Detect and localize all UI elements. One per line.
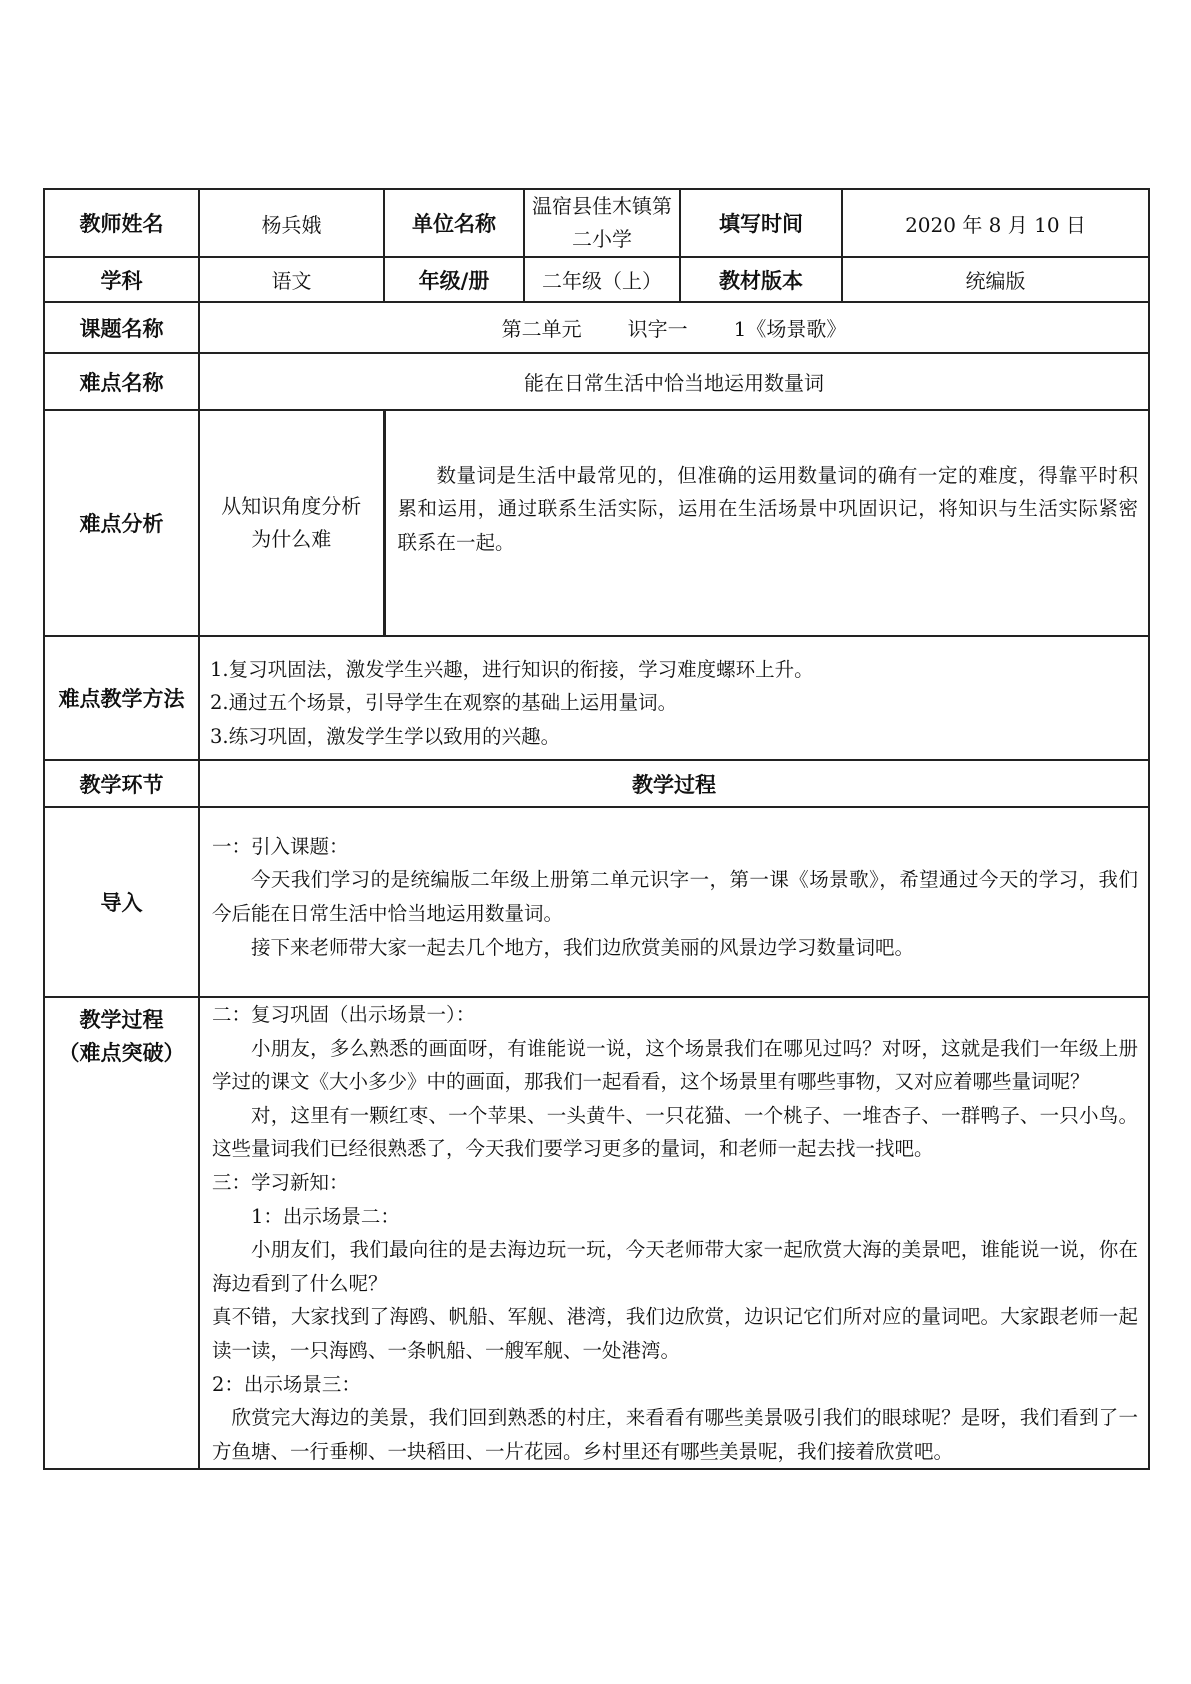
process-paragraph: 小朋友，多么熟悉的画面呀，有谁能说一说，这个场景我们在哪见过吗？对呀，这就是我们一年级上册学过的课文《大小多少》中的画面，那我们一起看看，这个场景里有哪些事物，又对应着哪些量词呢？ [212, 1036, 1138, 1094]
methods-label: 难点教学方法 [44, 636, 199, 760]
unit-name-value: 温宿县佳木镇第二小学 [524, 189, 680, 257]
process-paragraph: 二：复习巩固（出示场景一）： [212, 1003, 476, 1026]
subject-label: 学科 [44, 257, 199, 302]
fill-date-label: 填写时间 [680, 189, 842, 257]
intro-cell [199, 807, 1149, 997]
edition-label: 教材版本 [680, 257, 842, 302]
topic-title: 1《场景歌》 [733, 317, 847, 341]
intro-line: 一：引入课题： [212, 834, 349, 858]
process-paragraph: 1：出示场景二： [251, 1204, 400, 1228]
methods-row [44, 636, 1149, 760]
process-label [44, 997, 199, 1469]
process-paragraph: 欣赏完大海边的美景，我们回到熟悉的村庄，来看看有哪些美景吸引我们的眼球呢？是呀，我们看到了一方鱼塘、一行垂柳、一块稻田、一片花园。乡村里还有哪些美景呢，我们接着欣赏吧。 [212, 1406, 1138, 1463]
analysis-row [44, 410, 1149, 636]
method-item: 1.复习巩固法，激发学生兴趣，进行知识的衔接，学习难度螺环上升。 [210, 657, 814, 681]
process-paragraph: 对，这里有一颗红枣、一个苹果、一头黄牛、一只花猫、一个桃子、一堆杏子、一群鸭子、一只小鸟。这些量词我们已经很熟悉了，今天我们要学习更多的量词，和老师一起去找一找吧。 [212, 1103, 1138, 1161]
teaching-process-header: 教学过程 [199, 760, 1149, 807]
process-paragraph: 2：出示场景三： [212, 1372, 361, 1396]
intro-row [44, 807, 1149, 997]
intro-line: 今天我们学习的是统编版二年级上册第二单元识字一，第一课《场景歌》，希望通过今天的学习，我们今后能在日常生活中恰当地运用数量词。 [212, 868, 1138, 925]
method-item: 2.通过五个场景，引导学生在观察的基础上运用量词。 [210, 691, 678, 715]
process-paragraph: 小朋友们，我们最向往的是去海边玩一玩，今天老师带大家一起欣赏大海的美景吧，谁能说一说，你在海边看到了什么呢？ [212, 1238, 1138, 1295]
teaching-stage-header: 教学环节 [44, 760, 199, 807]
analysis-sublabel: 从知识角度分析为什么难 [199, 410, 384, 636]
intro-label: 导入 [44, 807, 199, 997]
header-row-2 [44, 257, 1149, 302]
process-cell [199, 997, 1149, 1469]
topic-value [199, 302, 1149, 353]
fill-date-value: 2020 年 8 月 10 日 [842, 189, 1149, 257]
methods-cell [199, 636, 1149, 760]
topic-unit: 第二单元 [501, 317, 582, 341]
grade-label: 年级/册 [384, 257, 524, 302]
header-row-1 [44, 189, 1149, 257]
lesson-plan-table [43, 188, 1150, 1470]
method-item: 3.练习巩固，激发学生学以致用的兴趣。 [210, 724, 561, 748]
section-header-row [44, 760, 1149, 807]
process-paragraph: 三：学习新知： [212, 1170, 349, 1194]
difficulty-value: 能在日常生活中恰当地运用数量词 [199, 353, 1149, 410]
process-row [44, 997, 1149, 1469]
analysis-label: 难点分析 [44, 410, 199, 636]
difficulty-row [44, 353, 1149, 410]
subject-value: 语文 [199, 257, 384, 302]
intro-line: 接下来老师带大家一起去几个地方，我们边欣赏美丽的风景边学习数量词吧。 [251, 935, 915, 959]
teacher-name-value: 杨兵娥 [199, 189, 384, 257]
process-label-line2: （难点突破） [58, 1041, 185, 1065]
grade-value: 二年级（上） [524, 257, 680, 302]
analysis-cell [384, 410, 1149, 636]
unit-name-label: 单位名称 [384, 189, 524, 257]
process-paragraph: 真不错，大家找到了海鸥、帆船、军舰、港湾，我们边欣赏，边识记它们所对应的量词吧。大家跟老师一起读一读，一只海鸥、一条帆船、一艘军舰、一处港湾。 [212, 1305, 1138, 1362]
difficulty-label: 难点名称 [44, 353, 199, 410]
process-label-line1: 教学过程 [79, 1008, 164, 1032]
teacher-name-label: 教师姓名 [44, 189, 199, 257]
analysis-text: 数量词是生活中最常见的，但准确的运用数量词的确有一定的难度，得靠平时积累和运用，通过联系生活实际，运用在生活场景中巩固识记，将知识与生活实际紧密联系在一起。 [397, 463, 1138, 554]
topic-label: 课题名称 [44, 302, 199, 353]
edition-value: 统编版 [842, 257, 1149, 302]
topic-row [44, 302, 1149, 353]
topic-lesson: 识字一 [627, 317, 688, 341]
